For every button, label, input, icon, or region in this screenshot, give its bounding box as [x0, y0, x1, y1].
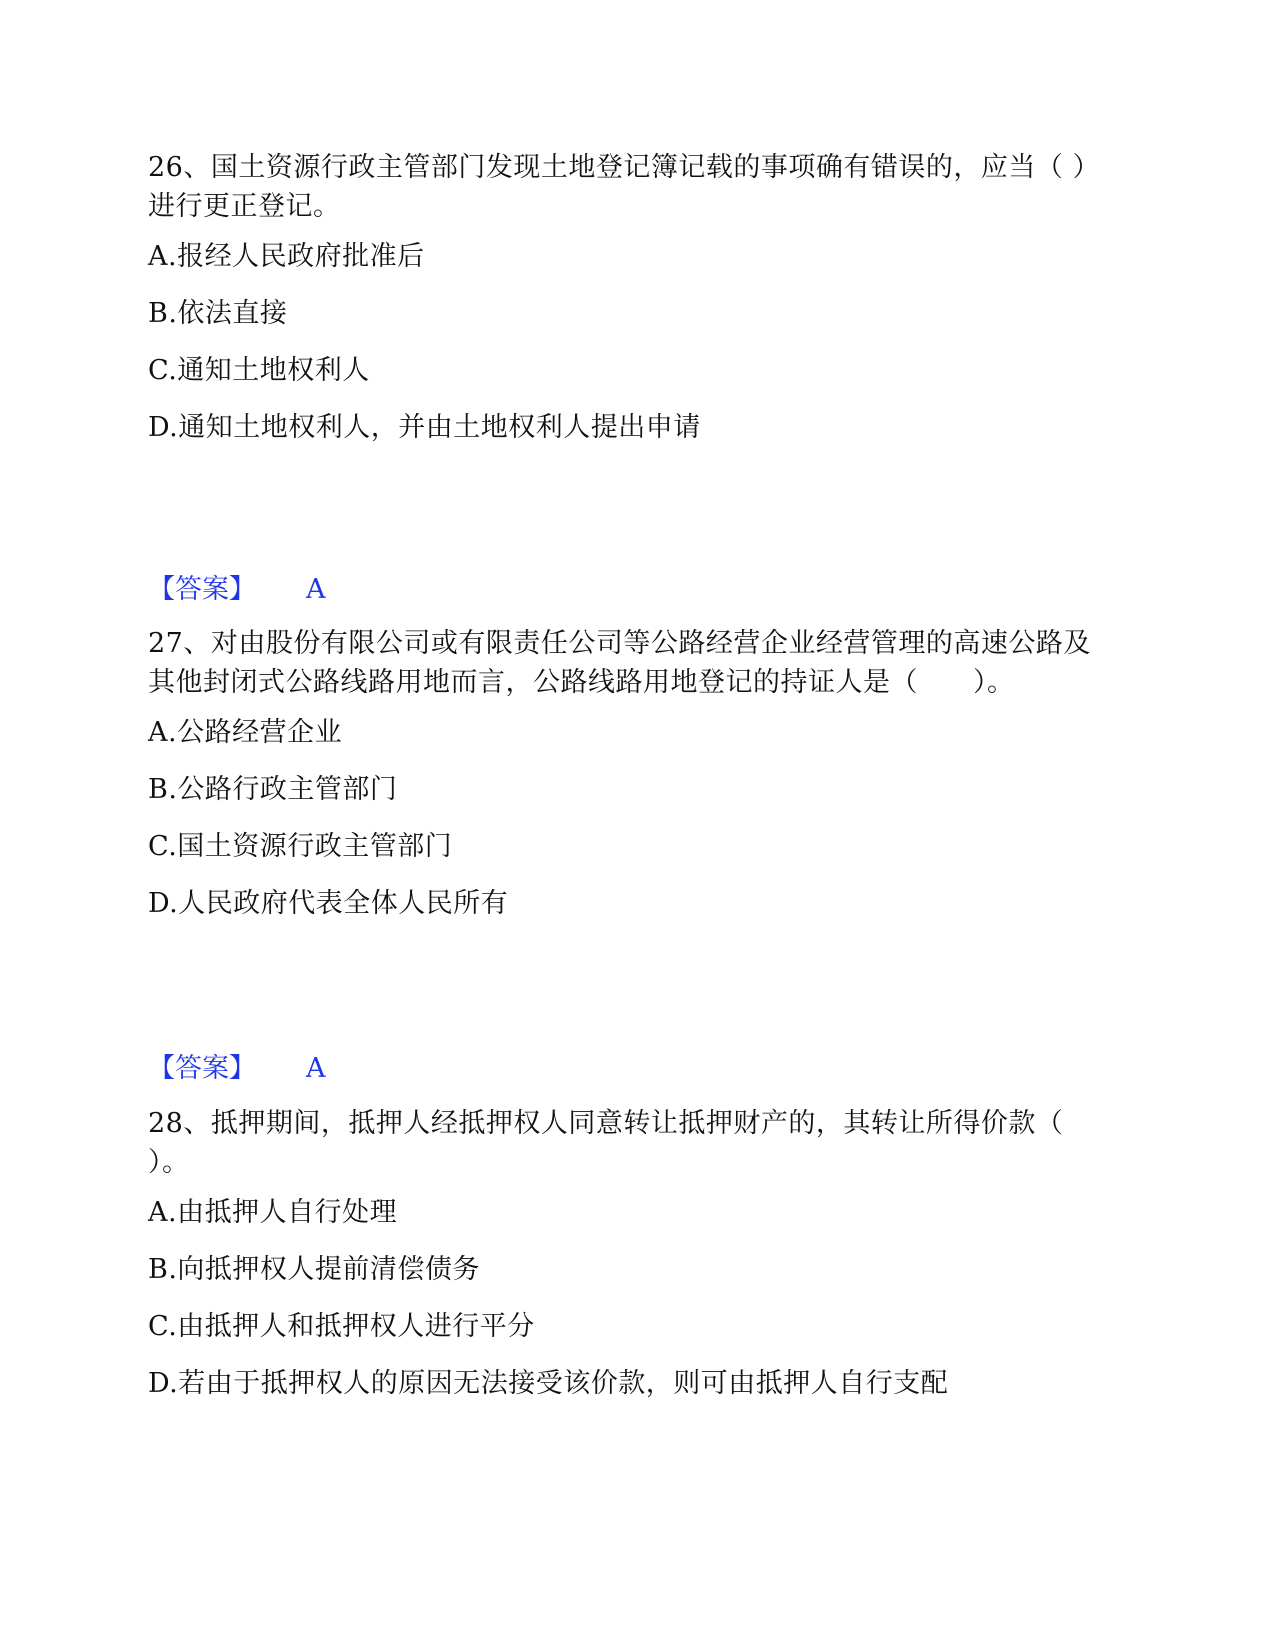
question-text: 28、抵押期间，抵押人经抵押权人同意转让抵押财产的，其转让所得价款（ ）。	[148, 1108, 1064, 1178]
question-text: 27、对由股份有限公司或有限责任公司等公路经营企业经营管理的高速公路及其他封闭式公路线路用地而言，公路线路用地登记的持证人是（ ）。	[148, 628, 1091, 698]
option-c: C.国土资源行政主管部门	[148, 831, 453, 862]
option-list	[148, 1196, 1108, 1424]
answer-value: A	[306, 1053, 326, 1084]
option-list	[148, 716, 1108, 944]
question-text: 26、国土资源行政主管部门发现土地登记簿记载的事项确有错误的，应当（ ）进行更正登记。	[148, 152, 1100, 222]
answer-27	[148, 1052, 326, 1086]
question-26	[148, 148, 1108, 468]
answer-label: 【答案】	[148, 1053, 256, 1084]
option-b: B.依法直接	[148, 298, 288, 329]
option-a: A.由抵押人自行处理	[148, 1197, 398, 1228]
option-d: D.人民政府代表全体人民所有	[148, 888, 509, 919]
option-b: B.公路行政主管部门	[148, 774, 398, 805]
option-c: C.由抵押人和抵押权人进行平分	[148, 1311, 535, 1342]
answer-value: A	[306, 574, 326, 605]
answer-label: 【答案】	[148, 574, 256, 605]
answer-26	[148, 573, 326, 607]
option-list	[148, 240, 1108, 468]
option-b: B.向抵押权人提前清偿债务	[148, 1254, 480, 1285]
option-c: C.通知土地权利人	[148, 355, 370, 386]
question-28	[148, 1104, 1108, 1424]
option-a: A.报经人民政府批准后	[148, 241, 425, 272]
option-d: D.若由于抵押权人的原因无法接受该价款，则可由抵押人自行支配	[148, 1368, 949, 1399]
question-27	[148, 624, 1108, 944]
option-a: A.公路经营企业	[148, 717, 343, 748]
option-d: D.通知土地权利人，并由土地权利人提出申请	[148, 412, 701, 443]
